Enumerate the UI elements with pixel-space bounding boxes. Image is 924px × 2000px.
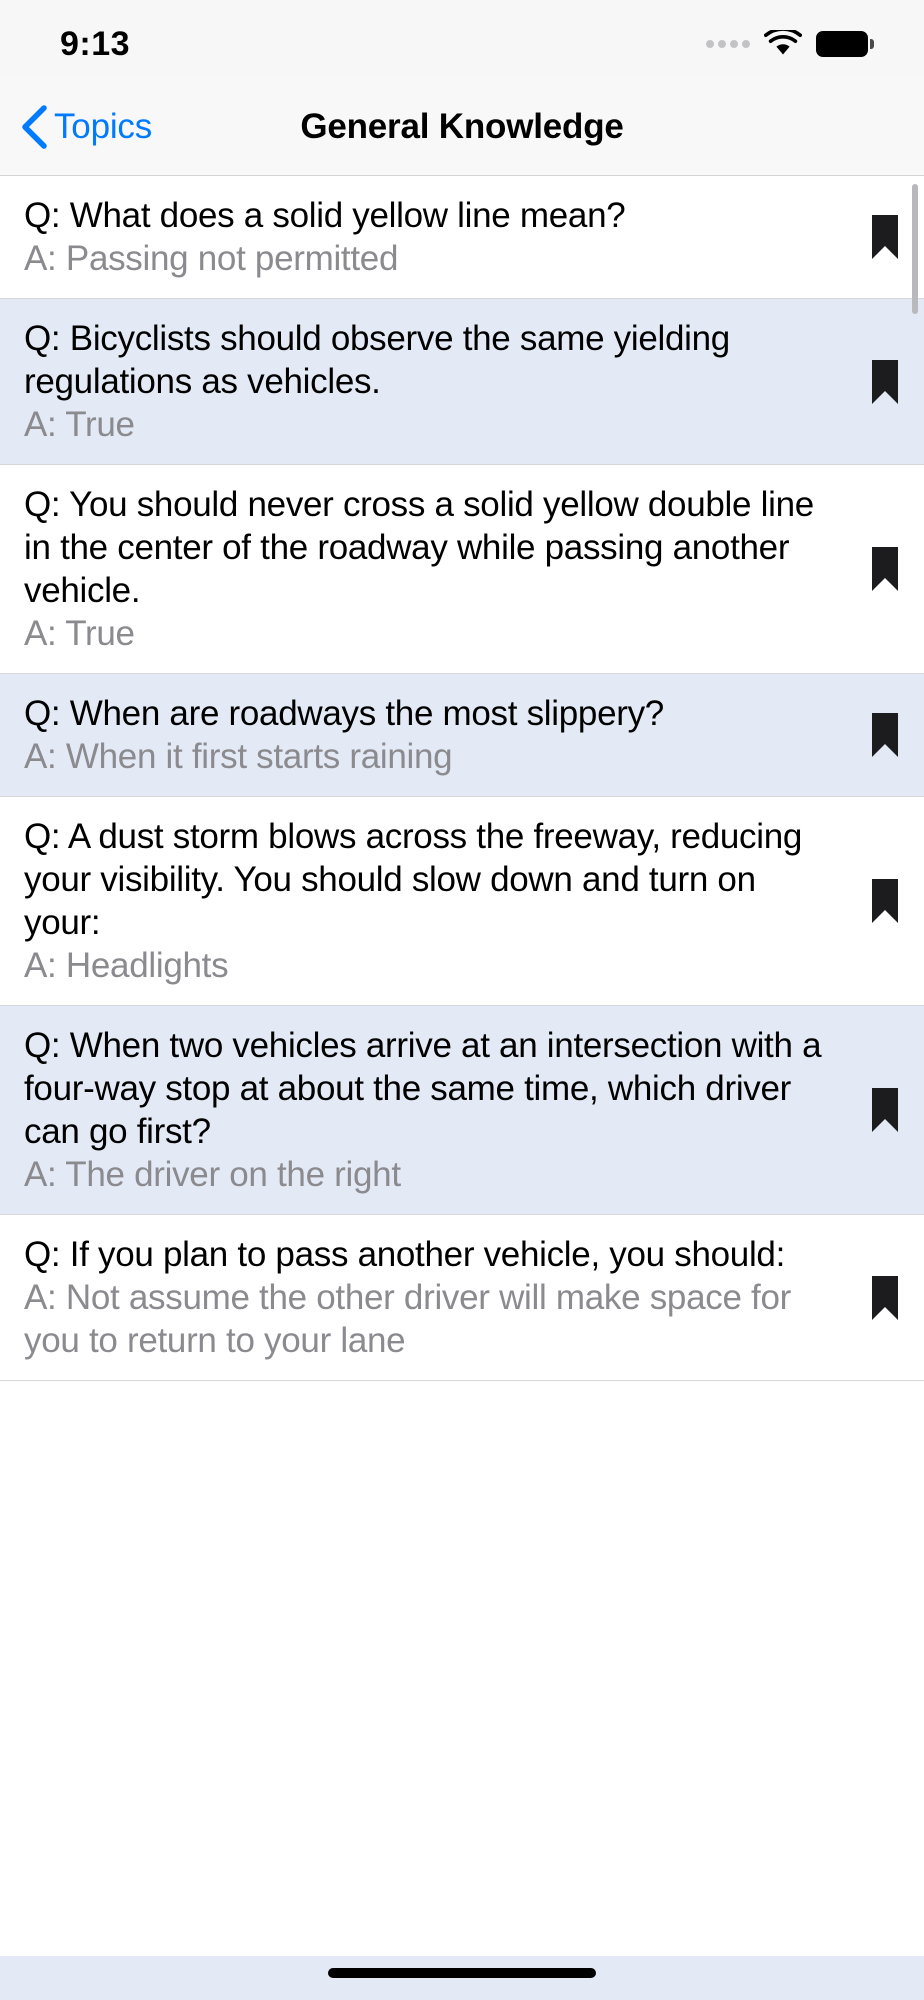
signal-dots-icon xyxy=(706,40,750,48)
answer-text: A: True xyxy=(24,614,135,653)
status-bar-indicators xyxy=(706,20,868,58)
back-button[interactable] xyxy=(0,103,152,151)
answer-text: A: Headlights xyxy=(24,946,229,985)
list-item[interactable] xyxy=(0,1006,924,1215)
list-item[interactable] xyxy=(0,299,924,465)
home-indicator-area xyxy=(0,1956,924,2000)
navigation-bar xyxy=(0,78,924,176)
bookmark-icon[interactable] xyxy=(846,545,924,593)
list-item[interactable] xyxy=(0,176,924,299)
chevron-left-icon xyxy=(20,103,48,151)
wifi-icon xyxy=(764,30,802,58)
question-text: Q: When two vehicles arrive at an intersection with a four-way stop at about the same time, which driver can go first? xyxy=(24,1026,822,1151)
list-item[interactable] xyxy=(0,674,924,797)
answer-text: A: When it first starts raining xyxy=(24,737,453,776)
answer-text: A: Passing not permitted xyxy=(24,239,399,278)
home-indicator[interactable] xyxy=(328,1968,596,1978)
question-text: Q: You should never cross a solid yellow double line in the center of the roadway while passing another vehicle. xyxy=(24,485,814,610)
battery-icon xyxy=(816,31,868,57)
question-text: Q: When are roadways the most slippery? xyxy=(24,694,664,733)
scrollbar[interactable] xyxy=(912,184,918,314)
question-list xyxy=(0,176,924,1381)
status-bar-time: 9:13 xyxy=(60,24,131,63)
question-text: Q: What does a solid yellow line mean? xyxy=(24,196,626,235)
list-item-text xyxy=(24,1024,846,1196)
question-text: Q: If you plan to pass another vehicle, you should: xyxy=(24,1235,786,1274)
list-item-text xyxy=(24,1233,846,1362)
status-bar xyxy=(0,0,924,78)
list-item[interactable] xyxy=(0,465,924,674)
question-text: Q: A dust storm blows across the freeway, reducing your visibility. You should slow down and turn on your: xyxy=(24,817,803,942)
page-title: General Knowledge xyxy=(300,106,624,146)
list-item[interactable] xyxy=(0,1215,924,1381)
question-text: Q: Bicyclists should observe the same yielding regulations as vehicles. xyxy=(24,319,730,401)
bookmark-icon[interactable] xyxy=(846,877,924,925)
list-item-text xyxy=(24,194,846,280)
bookmark-icon[interactable] xyxy=(846,711,924,759)
answer-text: A: The driver on the right xyxy=(24,1155,401,1194)
list-item-text xyxy=(24,483,846,655)
bookmark-icon[interactable] xyxy=(846,1086,924,1134)
bookmark-icon[interactable] xyxy=(846,358,924,406)
bookmark-icon[interactable] xyxy=(846,1274,924,1322)
back-button-label: Topics xyxy=(54,106,153,146)
answer-text: A: True xyxy=(24,405,135,444)
list-item-text xyxy=(24,317,846,446)
list-item-text xyxy=(24,815,846,987)
answer-text: A: Not assume the other driver will make space for you to return to your lane xyxy=(24,1278,791,1360)
list-item[interactable] xyxy=(0,797,924,1006)
list-item-text xyxy=(24,692,846,778)
